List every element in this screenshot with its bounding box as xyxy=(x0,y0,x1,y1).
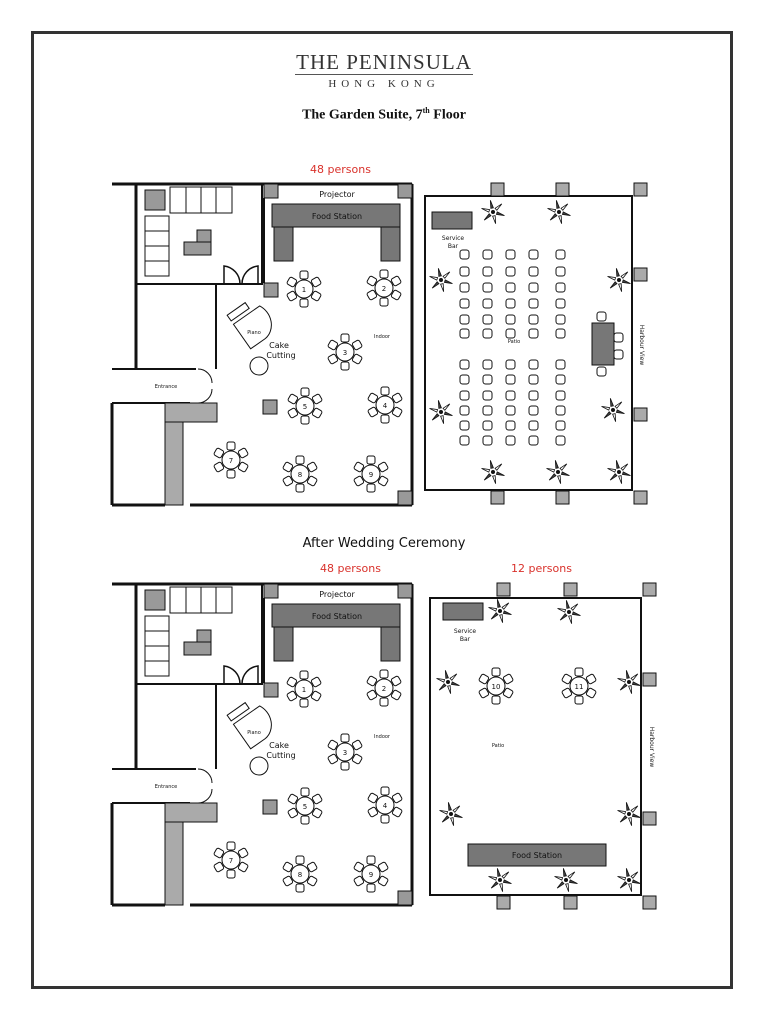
column xyxy=(643,812,656,825)
table-number: 4 xyxy=(382,402,388,410)
plant-icon xyxy=(489,868,512,891)
cake-label: Cake xyxy=(269,741,289,750)
chair xyxy=(506,436,515,445)
table-number: 4 xyxy=(382,802,388,810)
chair xyxy=(556,329,565,338)
round-table xyxy=(327,734,362,770)
plant-icon xyxy=(489,599,512,622)
bar-label: Bar xyxy=(459,636,471,643)
chair xyxy=(460,329,469,338)
chair xyxy=(460,283,469,292)
chair xyxy=(296,484,304,492)
plant-icon xyxy=(547,460,570,483)
column xyxy=(264,283,278,297)
chair xyxy=(381,815,389,823)
table-number: 7 xyxy=(228,457,234,465)
table-number: 8 xyxy=(297,471,303,479)
chair xyxy=(483,299,492,308)
column xyxy=(145,190,165,210)
table-number: 1 xyxy=(301,686,307,694)
chair xyxy=(556,375,565,384)
table-number: 2 xyxy=(381,285,387,293)
chair xyxy=(483,315,492,324)
entrance-label: Entrance xyxy=(154,384,178,390)
plant-icon xyxy=(440,802,463,825)
chair xyxy=(227,470,235,478)
column xyxy=(634,408,647,421)
plant-icon xyxy=(618,868,641,891)
column xyxy=(264,184,278,198)
column xyxy=(398,184,412,198)
column xyxy=(634,183,647,196)
column xyxy=(634,491,647,504)
cake-label: Cake xyxy=(269,341,289,350)
venue-title: The Garden Suite, 7th Floor xyxy=(302,106,466,123)
chair xyxy=(529,299,538,308)
door xyxy=(224,266,240,284)
chair xyxy=(341,734,349,742)
corridor-wall xyxy=(165,422,183,505)
plant-icon xyxy=(608,460,631,483)
patio-table xyxy=(592,323,614,365)
round-table xyxy=(367,787,402,823)
chair xyxy=(492,696,500,704)
piano-label: Piano xyxy=(247,730,261,736)
chair xyxy=(483,391,492,400)
brand-location: HONG KONG xyxy=(328,78,440,90)
food-station-label: Food Station xyxy=(311,612,363,621)
food-station xyxy=(274,627,293,661)
piano-label: Piano xyxy=(247,330,261,336)
chair xyxy=(529,329,538,338)
column xyxy=(491,491,504,504)
chair xyxy=(556,406,565,415)
chair xyxy=(483,406,492,415)
chair xyxy=(301,388,309,396)
chair xyxy=(506,267,515,276)
chair xyxy=(529,360,538,369)
corridor-wall xyxy=(165,803,217,822)
round-table xyxy=(366,670,401,706)
chair xyxy=(556,250,565,259)
side-table xyxy=(197,630,211,642)
chair xyxy=(614,333,623,342)
chair xyxy=(301,816,309,824)
chair xyxy=(300,699,308,707)
plant-icon xyxy=(558,600,581,623)
plant-icon xyxy=(482,200,505,223)
chair xyxy=(301,788,309,796)
column xyxy=(398,584,412,598)
harbour-view-label: Harbour View xyxy=(638,324,645,366)
column xyxy=(556,491,569,504)
chair xyxy=(227,442,235,450)
chair xyxy=(367,484,375,492)
round-table xyxy=(287,388,322,424)
table-number: 8 xyxy=(297,871,303,879)
patio-label: Patio xyxy=(507,339,521,345)
plant-icon xyxy=(608,268,631,291)
plant-icon xyxy=(430,400,453,423)
column xyxy=(145,590,165,610)
chair xyxy=(483,329,492,338)
entrance-door xyxy=(198,789,212,803)
corridor-wall xyxy=(165,403,217,422)
plant-icon xyxy=(618,670,641,693)
chair xyxy=(506,391,515,400)
chair xyxy=(460,267,469,276)
chair xyxy=(300,271,308,279)
chair xyxy=(483,436,492,445)
table-number: 1 xyxy=(301,286,307,294)
corridor-wall xyxy=(165,822,183,905)
chair xyxy=(483,283,492,292)
chair xyxy=(460,436,469,445)
column xyxy=(643,896,656,909)
chair xyxy=(341,334,349,342)
round-table xyxy=(478,668,513,704)
chair xyxy=(296,456,304,464)
table-number: 2 xyxy=(381,685,387,693)
column xyxy=(634,268,647,281)
cutting-label: Cutting xyxy=(266,751,296,760)
door xyxy=(242,266,258,284)
chair xyxy=(367,884,375,892)
food-station xyxy=(381,627,400,661)
plant-icon xyxy=(548,200,571,223)
projector-label: Projector xyxy=(319,190,355,199)
plant-icon xyxy=(482,460,505,483)
patio-label: Patio xyxy=(491,743,505,749)
entrance-door xyxy=(198,369,212,383)
round-table xyxy=(561,668,596,704)
round-table xyxy=(286,271,321,307)
food-station-label: Food Station xyxy=(311,212,363,221)
food-station xyxy=(381,227,400,261)
chair xyxy=(614,350,623,359)
chair xyxy=(556,283,565,292)
column xyxy=(556,183,569,196)
chair xyxy=(529,406,538,415)
chair xyxy=(529,267,538,276)
cutting-label: Cutting xyxy=(266,351,296,360)
column xyxy=(643,583,656,596)
round-table xyxy=(353,856,388,892)
round-table xyxy=(287,788,322,824)
chair xyxy=(529,421,538,430)
projector-label: Projector xyxy=(319,590,355,599)
round-table xyxy=(286,671,321,707)
chair xyxy=(529,250,538,259)
chair xyxy=(460,391,469,400)
column xyxy=(491,183,504,196)
chair xyxy=(460,406,469,415)
chair xyxy=(483,360,492,369)
round-table xyxy=(367,387,402,423)
chair xyxy=(460,299,469,308)
chair xyxy=(227,842,235,850)
round-table xyxy=(282,856,317,892)
service-bar xyxy=(443,603,483,620)
entrance-door xyxy=(198,389,212,403)
door xyxy=(242,666,258,684)
cake-table xyxy=(250,357,268,375)
chair xyxy=(506,283,515,292)
chair xyxy=(460,421,469,430)
chair xyxy=(380,698,388,706)
column xyxy=(564,583,577,596)
round-table xyxy=(327,334,362,370)
chair xyxy=(367,856,375,864)
round-table xyxy=(282,456,317,492)
chair xyxy=(506,329,515,338)
round-table xyxy=(213,442,248,478)
chair xyxy=(483,375,492,384)
side-table xyxy=(184,242,211,255)
plant-icon xyxy=(618,802,641,825)
table-number: 11 xyxy=(574,683,584,691)
chair xyxy=(556,315,565,324)
chair xyxy=(367,456,375,464)
chair xyxy=(506,315,515,324)
column xyxy=(497,896,510,909)
round-table xyxy=(213,842,248,878)
plant-icon xyxy=(602,398,625,421)
bar-label: Bar xyxy=(447,243,459,250)
column xyxy=(398,491,412,505)
chair xyxy=(506,360,515,369)
table-number: 3 xyxy=(342,749,348,757)
column xyxy=(564,896,577,909)
service-label: Service xyxy=(441,235,465,242)
side-table xyxy=(184,642,211,655)
chair xyxy=(492,668,500,676)
column xyxy=(643,673,656,686)
column xyxy=(263,800,277,814)
chair xyxy=(296,856,304,864)
chair xyxy=(380,670,388,678)
round-table xyxy=(366,270,401,306)
chair xyxy=(556,360,565,369)
table-number: 7 xyxy=(228,857,234,865)
table-number: 10 xyxy=(491,683,501,691)
chair xyxy=(556,391,565,400)
service-label: Service xyxy=(453,628,477,635)
indoor-label: Indoor xyxy=(374,334,390,340)
door xyxy=(224,666,240,684)
chair xyxy=(301,416,309,424)
chair xyxy=(460,375,469,384)
table-number: 5 xyxy=(302,403,308,411)
chair xyxy=(483,250,492,259)
chair xyxy=(483,267,492,276)
chair xyxy=(300,671,308,679)
chair xyxy=(460,250,469,259)
chair xyxy=(529,436,538,445)
chair xyxy=(506,250,515,259)
chair xyxy=(529,283,538,292)
chair xyxy=(556,421,565,430)
capacity-label-2: 48 persons xyxy=(320,562,381,575)
chair xyxy=(296,884,304,892)
patio-food-station-label: Food Station xyxy=(511,851,563,860)
chair xyxy=(341,362,349,370)
chair xyxy=(381,387,389,395)
chair xyxy=(575,696,583,704)
floor-plan-layout-2 xyxy=(112,583,656,909)
column xyxy=(398,891,412,905)
chair xyxy=(597,367,606,376)
floor-plan-layout-1 xyxy=(112,183,647,505)
chair xyxy=(460,315,469,324)
chair xyxy=(300,299,308,307)
table-number: 3 xyxy=(342,349,348,357)
plant-icon xyxy=(430,268,453,291)
plant-icon xyxy=(437,670,460,693)
brand-name: THE PENINSULA xyxy=(296,50,472,74)
chair xyxy=(483,421,492,430)
chair xyxy=(575,668,583,676)
table-number: 9 xyxy=(368,471,374,479)
chair xyxy=(227,870,235,878)
harbour-view-label: Harbour View xyxy=(648,726,655,768)
indoor-label: Indoor xyxy=(374,734,390,740)
column xyxy=(497,583,510,596)
chair xyxy=(556,299,565,308)
column xyxy=(264,584,278,598)
chair xyxy=(506,421,515,430)
column xyxy=(263,400,277,414)
table-number: 9 xyxy=(368,871,374,879)
patio-capacity-label: 12 persons xyxy=(511,562,572,575)
chair xyxy=(529,391,538,400)
column xyxy=(264,683,278,697)
table-number: 5 xyxy=(302,803,308,811)
chair xyxy=(341,762,349,770)
chair xyxy=(556,267,565,276)
chair xyxy=(529,315,538,324)
plant-icon xyxy=(555,868,578,891)
chair xyxy=(380,298,388,306)
cake-table xyxy=(250,757,268,775)
chair xyxy=(381,787,389,795)
chair xyxy=(597,312,606,321)
service-bar xyxy=(432,212,472,229)
chair xyxy=(381,415,389,423)
chair xyxy=(529,375,538,384)
section-title-after-ceremony: After Wedding Ceremony xyxy=(302,536,466,551)
chair xyxy=(506,375,515,384)
side-table xyxy=(197,230,211,242)
chair xyxy=(506,406,515,415)
chair xyxy=(380,270,388,278)
chair xyxy=(460,360,469,369)
food-station xyxy=(274,227,293,261)
round-table xyxy=(353,456,388,492)
chair xyxy=(506,299,515,308)
chair xyxy=(556,436,565,445)
entrance-label: Entrance xyxy=(154,784,178,790)
entrance-door xyxy=(198,769,212,783)
capacity-label-1: 48 persons xyxy=(310,163,371,176)
